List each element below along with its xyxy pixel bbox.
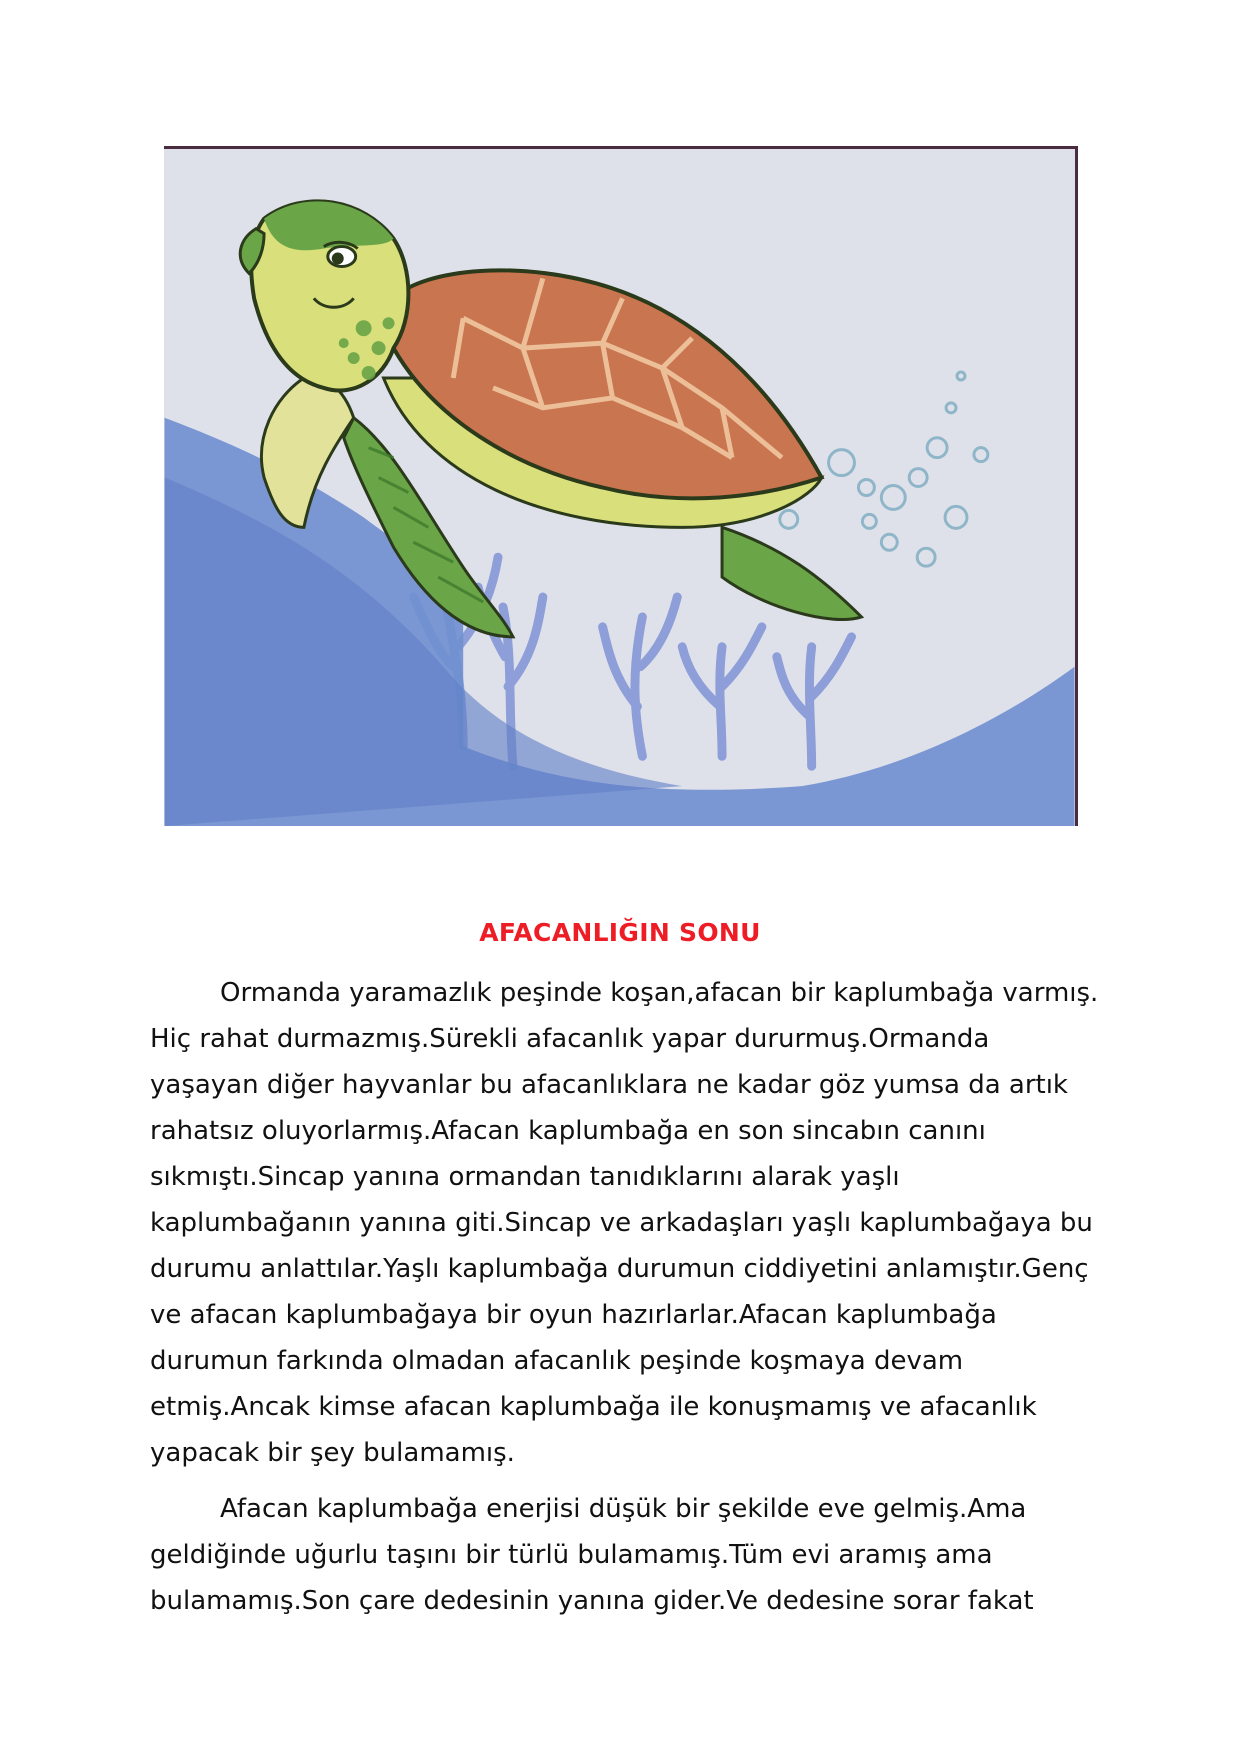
sea-turtle-drawing [164, 149, 1075, 826]
turtle-illustration [164, 146, 1078, 826]
story-title: AFACANLIĞIN SONU [479, 918, 761, 947]
story-body [150, 970, 1100, 1634]
paragraph: Ormanda yaramazlık peşinde koşan,afacan bir kaplumbağa varmış. Hiç rahat durmazmış.Sürekli afacanlık yapar dururmuş.Ormanda yaşayan diğer hayvanlar bu afacanlıklara ne kadar göz yumsa da artık rahatsız oluyorlarmış.Afacan kaplumbağa en son sincabın canını sıkmıştı.Sincap yanına ormandan tanıdıklarını alarak yaşlı kaplumbağanın yanına giti.Sincap ve arkadaşları yaşlı kaplumbağaya bu durumu anlattılar.Yaşlı kaplumbağa durumun ciddiyetini anlamıştır.Genç ve afacan kaplumbağaya bir oyun hazırlarlar.Afacan kaplumbağa durumun farkında olmadan afacanlık peşinde koşmaya devam etmiş.Ancak kimse afacan kaplumbağa ile konuşmamış ve afacanlık yapacak bir şey bulamamış. [150, 978, 1099, 1468]
paragraph: Afacan kaplumbağa enerjisi düşük bir şekilde eve gelmiş.Ama geldiğinde uğurlu taşını bir türlü bulamamış.Tüm evi aramış ama bulamamış.Son çare dedesinin yanına gider.Ve dedesine sorar fakat [150, 1494, 1034, 1616]
